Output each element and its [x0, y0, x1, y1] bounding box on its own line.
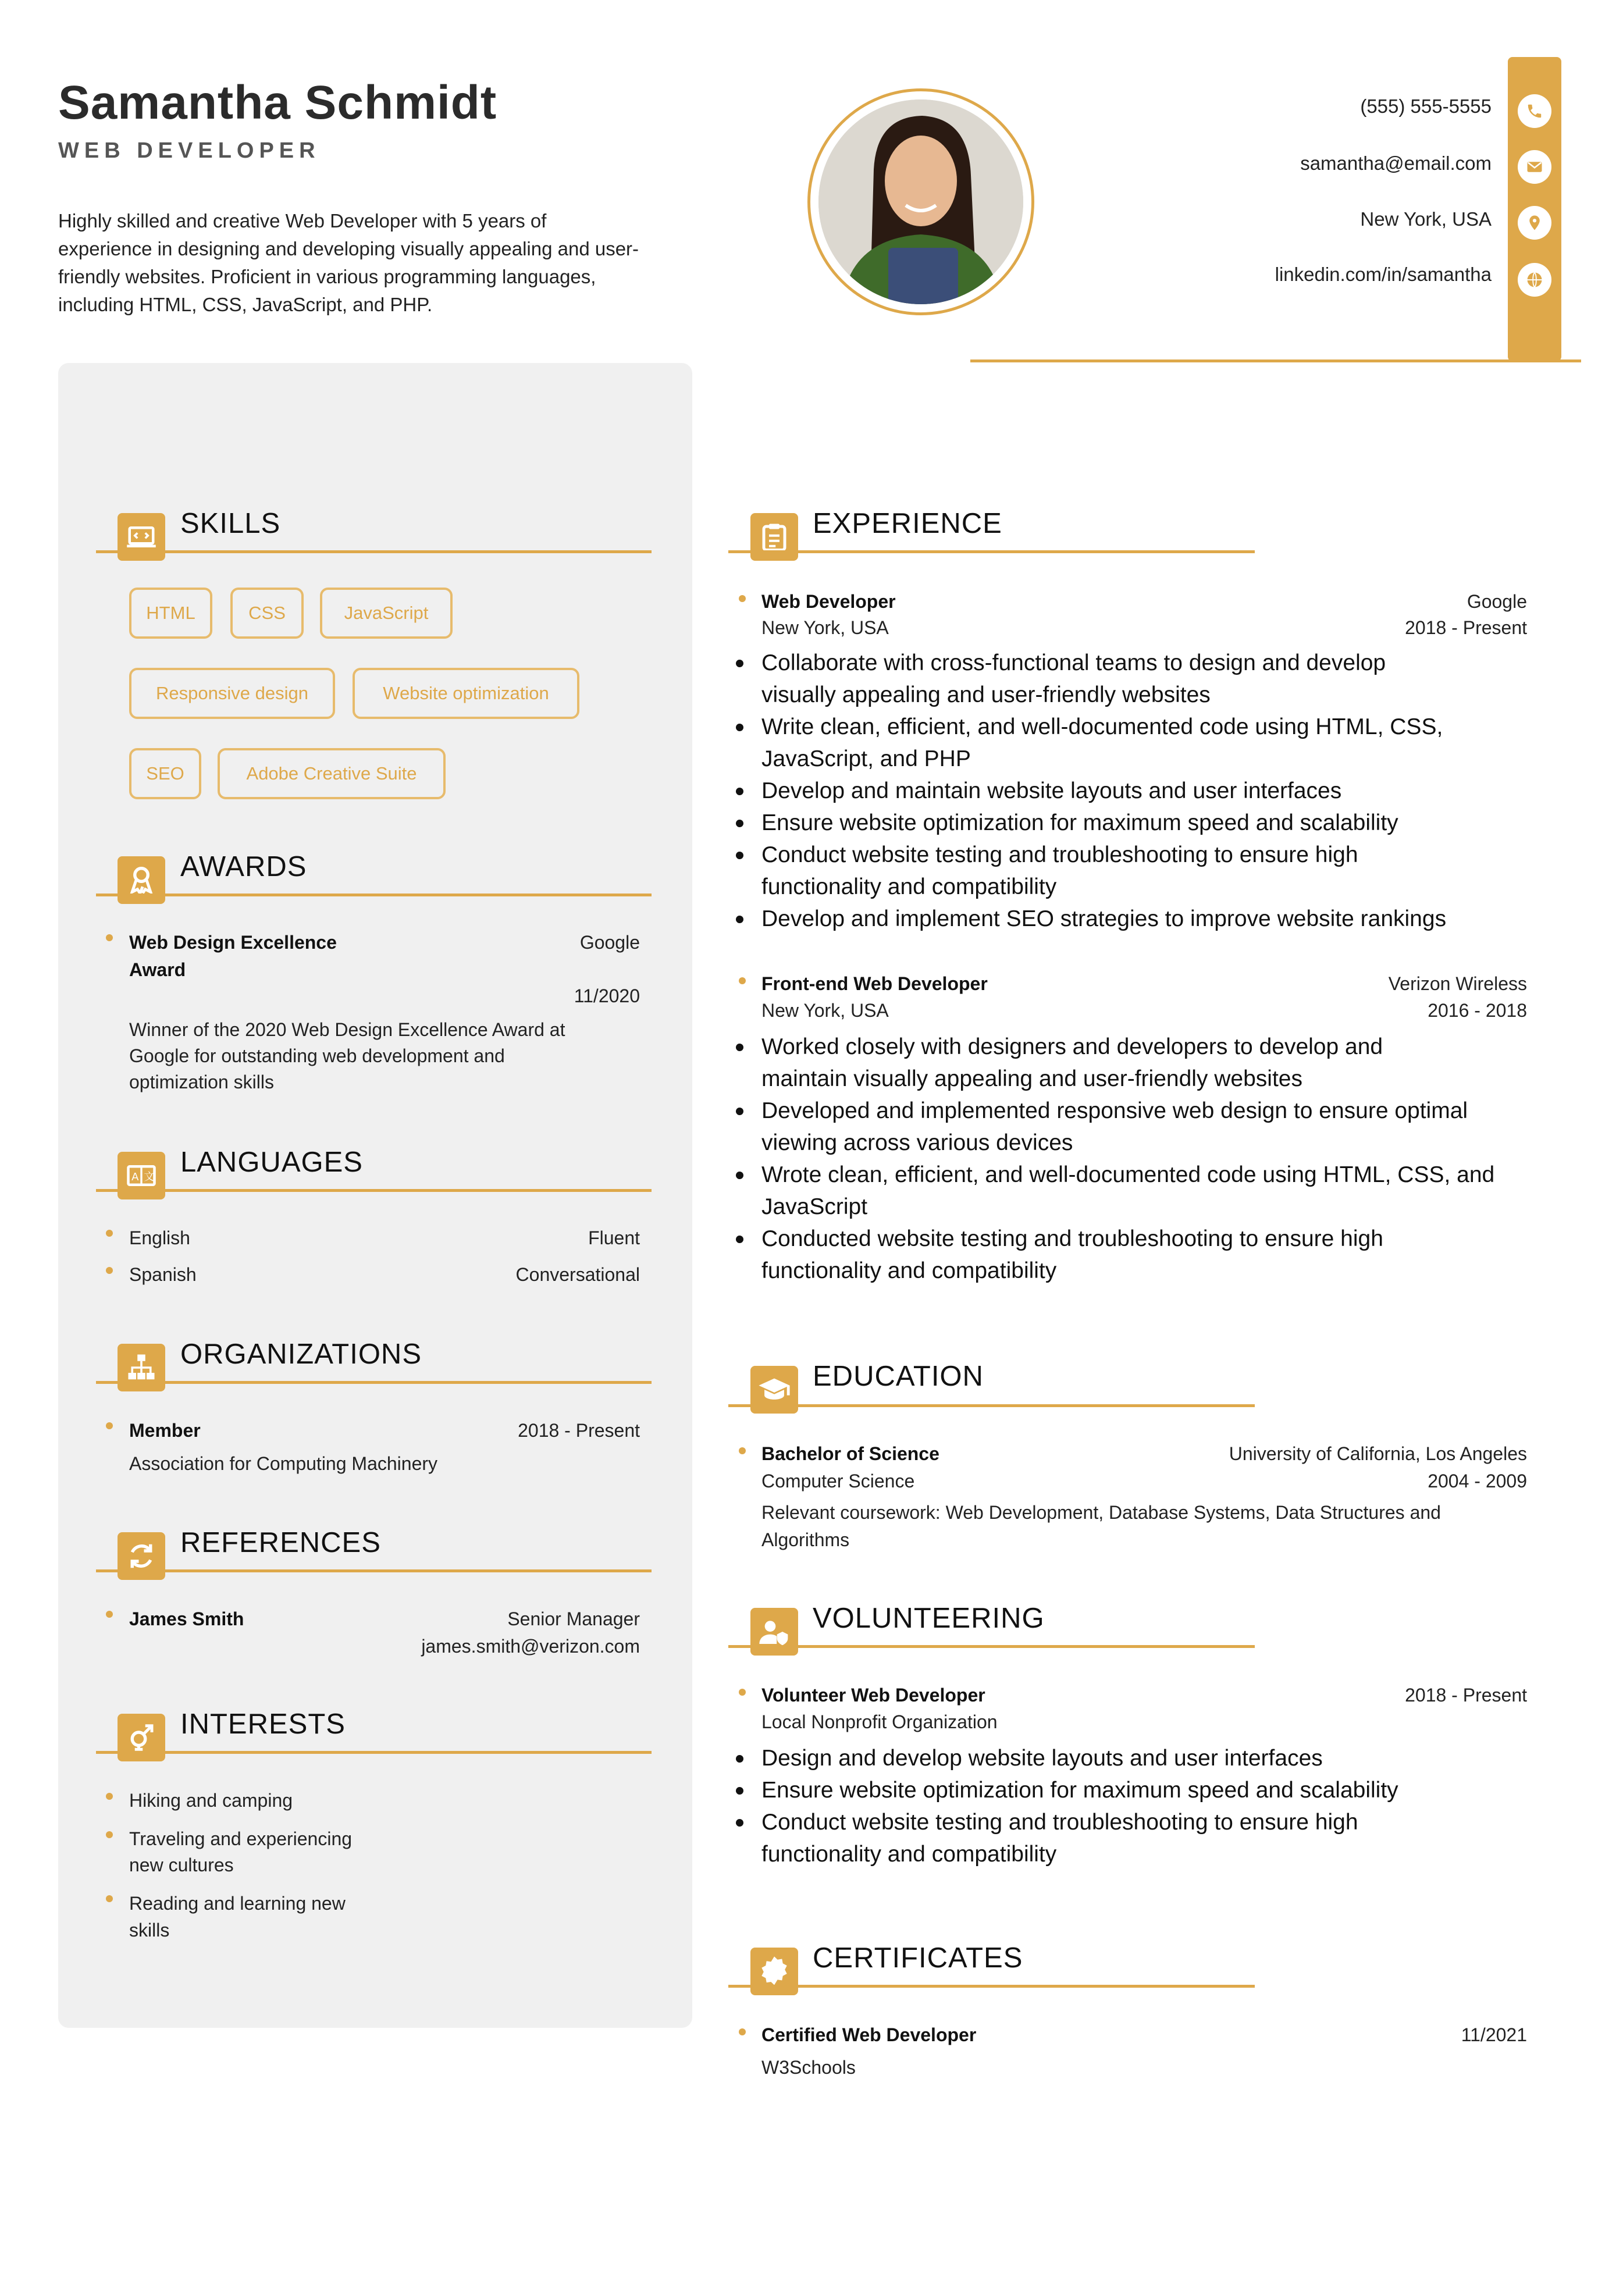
- job-duty: Worked closely with designers and developers to develop and: [761, 1034, 1383, 1059]
- bullet-dot: [106, 1611, 113, 1618]
- experience-heading: EXPERIENCE: [813, 508, 1002, 539]
- reference-position: Senior Manager: [507, 1608, 640, 1629]
- interest-item: Traveling and experiencing: [129, 1828, 353, 1849]
- job-duty: Developed and implemented responsive web design to ensure optimal: [761, 1098, 1468, 1123]
- award-org: Google: [579, 932, 640, 953]
- degree: Bachelor of Science: [761, 1443, 939, 1464]
- volunteer-duty: functionality and compatibility: [761, 1842, 1057, 1867]
- phone-icon: [1518, 94, 1551, 128]
- award-ribbon-icon: [118, 856, 165, 904]
- contact-phone[interactable]: (555) 555-5555: [1360, 95, 1492, 117]
- skill-tag: HTML: [129, 588, 212, 639]
- bullet-dot: [739, 1447, 746, 1454]
- certificate-badge-icon: [750, 1948, 798, 1995]
- bullet-dot: [739, 977, 746, 984]
- bullet-dot: [106, 1230, 113, 1237]
- field-of-study: Computer Science: [761, 1471, 915, 1491]
- certificates-heading: CERTIFICATES: [813, 1942, 1023, 1974]
- bullet-dot: [106, 1267, 113, 1274]
- job-duty: JavaScript: [761, 1194, 868, 1219]
- interest-item: Hiking and camping: [129, 1790, 293, 1811]
- volunteer-org: Local Nonprofit Organization: [761, 1711, 998, 1732]
- profile-photo: [818, 99, 1023, 304]
- candidate-name: Samantha Schmidt: [58, 76, 497, 129]
- bullet-dot: [106, 1895, 113, 1902]
- references-heading: REFERENCES: [180, 1527, 381, 1558]
- language-name: Spanish: [129, 1264, 197, 1285]
- skill-tag: Adobe Creative Suite: [218, 748, 446, 799]
- refresh-icon: [118, 1532, 165, 1580]
- skill-tag: JavaScript: [320, 588, 453, 639]
- job-duty: functionality and compatibility: [761, 1258, 1057, 1283]
- job-dates: 2018 - Present: [1405, 617, 1527, 638]
- interests-divider: [96, 1751, 652, 1754]
- certificates-divider: [728, 1985, 1255, 1988]
- interest-item: skills: [129, 1920, 170, 1941]
- laptop-code-icon: [118, 513, 165, 561]
- job-duty: Conduct website testing and troubleshooting to ensure high: [761, 842, 1358, 867]
- job-title: Web Developer: [761, 591, 896, 612]
- volunteer-role: Volunteer Web Developer: [761, 1685, 985, 1706]
- job-dates: 2016 - 2018: [1428, 1000, 1527, 1021]
- volunteering-heading: VOLUNTEERING: [813, 1603, 1045, 1634]
- job-duty: Develop and maintain website layouts and user interfaces: [761, 778, 1342, 803]
- list-bullet: [736, 788, 743, 795]
- certificate-date: 11/2021: [1461, 2024, 1527, 2045]
- organization-dates: 2018 - Present: [518, 1420, 640, 1441]
- gender-symbol-icon: [118, 1714, 165, 1761]
- list-bullet: [736, 1819, 743, 1827]
- language-level: Fluent: [588, 1227, 640, 1248]
- job-company: Verizon Wireless: [1388, 973, 1527, 994]
- interest-item: new cultures: [129, 1854, 234, 1875]
- job-duty: visually appealing and user-friendly websites: [761, 682, 1211, 707]
- experience-divider: [728, 550, 1255, 553]
- skills-heading: SKILLS: [180, 508, 281, 539]
- language-name: English: [129, 1227, 190, 1248]
- list-bullet: [736, 852, 743, 859]
- org-chart-icon: [118, 1344, 165, 1391]
- list-bullet: [736, 1787, 743, 1795]
- references-divider: [96, 1569, 652, 1572]
- bullet-dot: [739, 595, 746, 602]
- job-title: Front-end Web Developer: [761, 973, 988, 994]
- list-bullet: [736, 724, 743, 731]
- contact-divider: [970, 359, 1581, 362]
- job-duty: viewing across various devices: [761, 1130, 1073, 1155]
- job-location: New York, USA: [761, 617, 889, 638]
- job-duty: JavaScript, and PHP: [761, 746, 971, 771]
- award-date: 11/2020: [574, 985, 640, 1006]
- certificate-issuer: W3Schools: [761, 2057, 856, 2078]
- interests-heading: INTERESTS: [180, 1708, 346, 1740]
- skill-tag: Website optimization: [353, 668, 579, 719]
- awards-heading: AWARDS: [180, 851, 307, 882]
- list-bullet: [736, 1108, 743, 1115]
- volunteering-divider: [728, 1645, 1255, 1648]
- bullet-dot: [739, 2028, 746, 2035]
- skill-tag: Responsive design: [129, 668, 335, 719]
- job-location: New York, USA: [761, 1000, 889, 1021]
- school: University of California, Los Angeles: [1229, 1443, 1527, 1464]
- award-name: Award: [129, 959, 186, 980]
- job-duty: maintain visually appealing and user-friendly websites: [761, 1066, 1303, 1091]
- award-name: Web Design Excellence: [129, 932, 337, 953]
- list-bullet: [736, 1236, 743, 1243]
- contact-email[interactable]: samantha@email.com: [1300, 152, 1492, 174]
- location-pin-icon: [1518, 206, 1551, 240]
- coursework: Relevant coursework: Web Development, Database Systems, Data Structures and: [761, 1502, 1441, 1523]
- contact-linkedin[interactable]: linkedin.com/in/samantha: [1275, 264, 1492, 285]
- list-bullet: [736, 1755, 743, 1763]
- job-duty: Ensure website optimization for maximum speed and scalability: [761, 810, 1398, 835]
- job-duty: functionality and compatibility: [761, 874, 1057, 899]
- svg-text:A: A: [131, 1170, 139, 1183]
- interest-item: Reading and learning new: [129, 1893, 346, 1914]
- globe-icon: [1518, 263, 1551, 297]
- education-dates: 2004 - 2009: [1428, 1471, 1527, 1491]
- job-duty: Conducted website testing and troubleshooting to ensure high: [761, 1226, 1383, 1251]
- job-duty: Develop and implement SEO strategies to improve website rankings: [761, 906, 1447, 931]
- job-duty: Collaborate with cross-functional teams to design and develop: [761, 650, 1386, 675]
- award-description: optimization skills: [129, 1072, 274, 1092]
- contact-location: New York, USA: [1360, 208, 1492, 230]
- education-divider: [728, 1404, 1255, 1407]
- bullet-dot: [106, 1831, 113, 1838]
- clipboard-icon: [750, 513, 798, 561]
- list-bullet: [736, 1044, 743, 1051]
- award-description: Google for outstanding web development and: [129, 1045, 505, 1066]
- organization-role: Member: [129, 1420, 201, 1441]
- organization-name: Association for Computing Machinery: [129, 1453, 438, 1474]
- bullet-dot: [739, 1689, 746, 1696]
- language-icon: [118, 1152, 165, 1199]
- volunteer-duty: Conduct website testing and troubleshooting to ensure high: [761, 1810, 1358, 1835]
- list-bullet: [736, 916, 743, 923]
- job-duty: Wrote clean, efficient, and well-documented code using HTML, CSS, and: [761, 1162, 1495, 1187]
- coursework: Algorithms: [761, 1529, 850, 1550]
- job-company: Google: [1467, 591, 1527, 612]
- awards-divider: [96, 894, 652, 896]
- organizations-divider: [96, 1381, 652, 1384]
- education-heading: EDUCATION: [813, 1361, 984, 1392]
- volunteer-dates: 2018 - Present: [1405, 1685, 1527, 1706]
- skill-tag: CSS: [230, 588, 304, 639]
- volunteer-user-icon: [750, 1608, 798, 1656]
- svg-text:文: 文: [144, 1170, 155, 1183]
- bullet-dot: [106, 934, 113, 941]
- award-description: Winner of the 2020 Web Design Excellence Award at: [129, 1019, 565, 1040]
- list-bullet: [736, 820, 743, 827]
- languages-heading: LANGUAGES: [180, 1147, 363, 1178]
- bullet-dot: [106, 1422, 113, 1429]
- job-title: WEB DEVELOPER: [58, 138, 321, 163]
- reference-name: James Smith: [129, 1608, 244, 1629]
- languages-divider: [96, 1189, 652, 1192]
- certificate-name: Certified Web Developer: [761, 2024, 977, 2045]
- volunteer-duty: Design and develop website layouts and user interfaces: [761, 1746, 1323, 1771]
- job-duty: Write clean, efficient, and well-documented code using HTML, CSS,: [761, 714, 1443, 739]
- reference-email[interactable]: james.smith@verizon.com: [421, 1636, 640, 1657]
- list-bullet: [736, 1172, 743, 1179]
- skill-tag: SEO: [129, 748, 201, 799]
- skills-divider: [96, 550, 652, 553]
- profile-summary: Highly skilled and creative Web Developer with 5 years of experience in designing and developing visually appealing and user-friendly websites. Proficient in various programming languages, including HTML, CSS, JavaScript, and PHP.: [58, 210, 639, 315]
- organizations-heading: ORGANIZATIONS: [180, 1339, 422, 1370]
- volunteer-duty: Ensure website optimization for maximum speed and scalability: [761, 1778, 1398, 1803]
- language-level: Conversational: [515, 1264, 640, 1285]
- email-icon: [1518, 150, 1551, 184]
- list-bullet: [736, 660, 743, 667]
- bullet-dot: [106, 1793, 113, 1800]
